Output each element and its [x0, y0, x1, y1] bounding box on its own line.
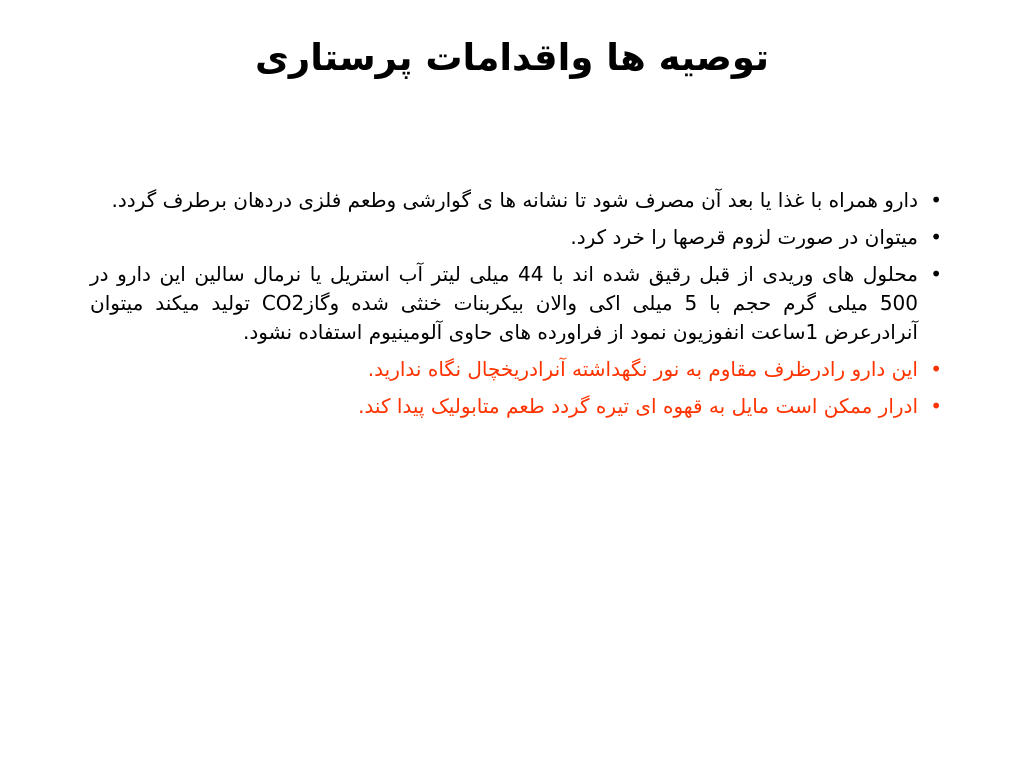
bullet-dot-icon: • [930, 225, 942, 249]
bullet-dot-icon: • [930, 394, 942, 418]
bullet-text: محلول های وریدی از قبل رقیق شده اند با 44 میلی لیتر آب استریل یا نرمال سالین این دارو در 500 میلی گرم حجم با 5 میلی اکی والان بیکربنات خنثی شده وگازCO2 تولید میکند میتوان آنرادرعرض 1ساعت انفوزیون نمود از فراورده های حاوی آلومینیوم استفاده نشود. [90, 262, 918, 344]
bullet-item [90, 392, 942, 421]
bullet-dot-icon: • [930, 357, 942, 381]
bullet-item [90, 260, 942, 347]
bullet-item [90, 223, 942, 252]
bullet-dot-icon: • [930, 262, 942, 286]
bullet-dot-icon: • [930, 188, 942, 212]
bullet-text: میتوان در صورت لزوم قرصها را خرد کرد. [570, 225, 918, 249]
bullet-item [90, 186, 942, 215]
slide-title: توصیه ها واقدامات پرستاری [254, 36, 770, 79]
bullet-item [90, 355, 942, 384]
bullet-text: دارو همراه با غذا یا بعد آن مصرف شود تا نشانه ها ی گوارشی وطعم فلزی دردهان برطرف گردد. [111, 188, 918, 212]
bullet-list [90, 186, 942, 429]
bullet-text: ادرار ممکن است مایل به قهوه ای تیره گردد طعم متابولیک پیدا کند. [358, 394, 918, 418]
bullet-text: این دارو رادرظرف مقاوم به نور نگهداشته آنرادریخچال نگاه ندارید. [367, 357, 918, 381]
